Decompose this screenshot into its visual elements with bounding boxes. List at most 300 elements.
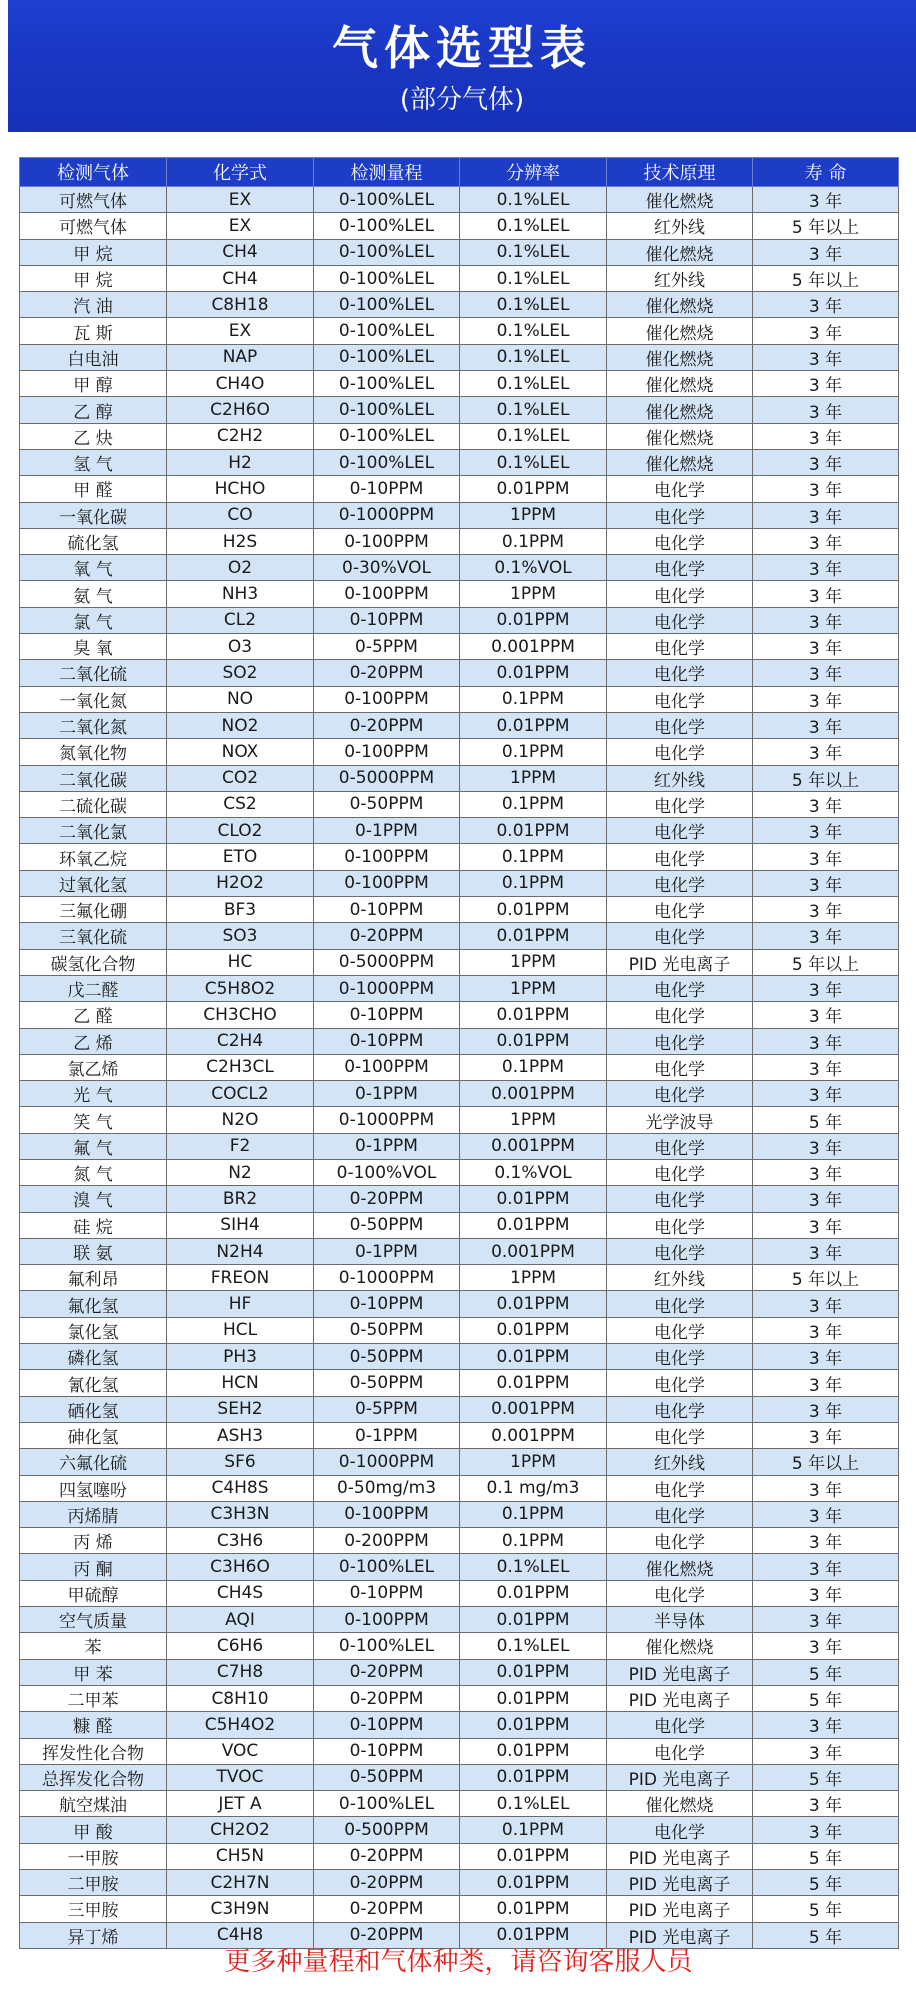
technology-cell: 电化学 bbox=[607, 1370, 753, 1396]
table-row bbox=[20, 213, 899, 239]
lifespan-cell: 3 年 bbox=[753, 476, 899, 502]
formula-cell: H2S bbox=[167, 528, 314, 554]
formula-cell: C5H4O2 bbox=[167, 1712, 314, 1738]
gas-name-cell: 磷化氢 bbox=[20, 1344, 167, 1370]
formula-cell: HCHO bbox=[167, 476, 314, 502]
gas-name-cell: 二甲胺 bbox=[20, 1870, 167, 1896]
table-row bbox=[20, 634, 899, 660]
gas-name-cell: 氟 气 bbox=[20, 1133, 167, 1159]
gas-name-cell: 苯 bbox=[20, 1633, 167, 1659]
technology-cell: PID 光电离子 bbox=[607, 1659, 753, 1685]
header-formula: 化学式 bbox=[167, 158, 314, 187]
technology-cell: 催化燃烧 bbox=[607, 1554, 753, 1580]
range-cell: 0-10PPM bbox=[314, 1580, 460, 1606]
formula-cell: SO3 bbox=[167, 923, 314, 949]
gas-name-cell: 乙 醇 bbox=[20, 397, 167, 423]
lifespan-cell: 3 年 bbox=[753, 897, 899, 923]
gas-name-cell: 环氧乙烷 bbox=[20, 844, 167, 870]
lifespan-cell: 3 年 bbox=[753, 660, 899, 686]
gas-name-cell: 可燃气体 bbox=[20, 187, 167, 213]
lifespan-cell: 3 年 bbox=[753, 1817, 899, 1843]
resolution-cell: 0.1PPM bbox=[460, 1817, 607, 1843]
range-cell: 0-10PPM bbox=[314, 1002, 460, 1028]
lifespan-cell: 3 年 bbox=[753, 923, 899, 949]
resolution-cell: 0.01PPM bbox=[460, 1764, 607, 1790]
range-cell: 0-5PPM bbox=[314, 634, 460, 660]
formula-cell: CH3CHO bbox=[167, 1002, 314, 1028]
resolution-cell: 0.1PPM bbox=[460, 870, 607, 896]
technology-cell: PID 光电离子 bbox=[607, 949, 753, 975]
range-cell: 0-100PPM bbox=[314, 686, 460, 712]
table-row bbox=[20, 1817, 899, 1843]
technology-cell: 电化学 bbox=[607, 502, 753, 528]
resolution-cell: 1PPM bbox=[460, 1449, 607, 1475]
technology-cell: 电化学 bbox=[607, 923, 753, 949]
resolution-cell: 0.01PPM bbox=[460, 712, 607, 738]
range-cell: 0-20PPM bbox=[314, 712, 460, 738]
technology-cell: 电化学 bbox=[607, 739, 753, 765]
range-cell: 0-20PPM bbox=[314, 1870, 460, 1896]
table-row bbox=[20, 712, 899, 738]
range-cell: 0-10PPM bbox=[314, 1291, 460, 1317]
technology-cell: 催化燃烧 bbox=[607, 344, 753, 370]
resolution-cell: 0.01PPM bbox=[460, 1028, 607, 1054]
table-row bbox=[20, 1159, 899, 1185]
technology-cell: 电化学 bbox=[607, 1291, 753, 1317]
formula-cell: CH4O bbox=[167, 371, 314, 397]
technology-cell: 电化学 bbox=[607, 712, 753, 738]
range-cell: 0-100%VOL bbox=[314, 1159, 460, 1185]
formula-cell: C3H3N bbox=[167, 1501, 314, 1527]
range-cell: 0-5PPM bbox=[314, 1396, 460, 1422]
table-row bbox=[20, 1607, 899, 1633]
resolution-cell: 0.001PPM bbox=[460, 1238, 607, 1264]
table-row bbox=[20, 686, 899, 712]
range-cell: 0-10PPM bbox=[314, 1712, 460, 1738]
lifespan-cell: 3 年 bbox=[753, 686, 899, 712]
table-row bbox=[20, 1291, 899, 1317]
formula-cell: O3 bbox=[167, 634, 314, 660]
table-row bbox=[20, 1028, 899, 1054]
page-subtitle: (部分气体) bbox=[399, 85, 525, 115]
formula-cell: HC bbox=[167, 949, 314, 975]
technology-cell: 电化学 bbox=[607, 1422, 753, 1448]
lifespan-cell: 3 年 bbox=[753, 607, 899, 633]
formula-cell: NAP bbox=[167, 344, 314, 370]
gas-name-cell: 六氟化硫 bbox=[20, 1449, 167, 1475]
gas-name-cell: 甲 酸 bbox=[20, 1817, 167, 1843]
resolution-cell: 0.01PPM bbox=[460, 1712, 607, 1738]
table-row bbox=[20, 555, 899, 581]
gas-selection-table-wrapper bbox=[19, 157, 898, 1949]
technology-cell: 电化学 bbox=[607, 1002, 753, 1028]
range-cell: 0-1000PPM bbox=[314, 1449, 460, 1475]
lifespan-cell: 5 年 bbox=[753, 1659, 899, 1685]
range-cell: 0-20PPM bbox=[314, 660, 460, 686]
table-body bbox=[20, 187, 899, 1949]
table-row bbox=[20, 844, 899, 870]
range-cell: 0-100%LEL bbox=[314, 1554, 460, 1580]
resolution-cell: 0.01PPM bbox=[460, 897, 607, 923]
lifespan-cell: 5 年 bbox=[753, 1107, 899, 1133]
formula-cell: C8H10 bbox=[167, 1685, 314, 1711]
gas-selection-table bbox=[19, 157, 899, 1949]
lifespan-cell: 3 年 bbox=[753, 1422, 899, 1448]
formula-cell: CH4 bbox=[167, 265, 314, 291]
technology-cell: 红外线 bbox=[607, 265, 753, 291]
title-banner bbox=[8, 0, 916, 132]
technology-cell: 电化学 bbox=[607, 1054, 753, 1080]
lifespan-cell: 3 年 bbox=[753, 1054, 899, 1080]
range-cell: 0-100PPM bbox=[314, 844, 460, 870]
table-row bbox=[20, 528, 899, 554]
range-cell: 0-5000PPM bbox=[314, 765, 460, 791]
lifespan-cell: 3 年 bbox=[753, 739, 899, 765]
table-row bbox=[20, 1896, 899, 1922]
gas-name-cell: 过氧化氢 bbox=[20, 870, 167, 896]
formula-cell: TVOC bbox=[167, 1764, 314, 1790]
range-cell: 0-1PPM bbox=[314, 818, 460, 844]
range-cell: 0-1000PPM bbox=[314, 1107, 460, 1133]
range-cell: 0-10PPM bbox=[314, 476, 460, 502]
technology-cell: 电化学 bbox=[607, 975, 753, 1001]
table-row bbox=[20, 239, 899, 265]
formula-cell: SO2 bbox=[167, 660, 314, 686]
resolution-cell: 0.1%LEL bbox=[460, 1554, 607, 1580]
lifespan-cell: 3 年 bbox=[753, 581, 899, 607]
gas-name-cell: 白电油 bbox=[20, 344, 167, 370]
gas-name-cell: 异丁烯 bbox=[20, 1922, 167, 1948]
gas-name-cell: 空气质量 bbox=[20, 1607, 167, 1633]
resolution-cell: 0.01PPM bbox=[460, 1186, 607, 1212]
lifespan-cell: 3 年 bbox=[753, 502, 899, 528]
gas-name-cell: 二氧化碳 bbox=[20, 765, 167, 791]
footer-note: 更多种量程和气体种类，请咨询客服人员 bbox=[224, 1947, 693, 1977]
resolution-cell: 0.01PPM bbox=[460, 923, 607, 949]
technology-cell: 催化燃烧 bbox=[607, 1633, 753, 1659]
formula-cell: CO2 bbox=[167, 765, 314, 791]
formula-cell: H2O2 bbox=[167, 870, 314, 896]
gas-name-cell: 糠 醛 bbox=[20, 1712, 167, 1738]
formula-cell: F2 bbox=[167, 1133, 314, 1159]
formula-cell: PH3 bbox=[167, 1344, 314, 1370]
lifespan-cell: 5 年以上 bbox=[753, 1449, 899, 1475]
formula-cell: C8H18 bbox=[167, 292, 314, 318]
lifespan-cell: 3 年 bbox=[753, 1212, 899, 1238]
technology-cell: 光学波导 bbox=[607, 1107, 753, 1133]
gas-name-cell: 瓦 斯 bbox=[20, 318, 167, 344]
technology-cell: 电化学 bbox=[607, 476, 753, 502]
formula-cell: ETO bbox=[167, 844, 314, 870]
lifespan-cell: 3 年 bbox=[753, 239, 899, 265]
technology-cell: 电化学 bbox=[607, 1186, 753, 1212]
table-row bbox=[20, 1685, 899, 1711]
technology-cell: PID 光电离子 bbox=[607, 1843, 753, 1869]
gas-name-cell: 二氧化氮 bbox=[20, 712, 167, 738]
gas-name-cell: 氟化氢 bbox=[20, 1291, 167, 1317]
formula-cell: VOC bbox=[167, 1738, 314, 1764]
resolution-cell: 0.1%LEL bbox=[460, 1633, 607, 1659]
range-cell: 0-5000PPM bbox=[314, 949, 460, 975]
gas-name-cell: 砷化氢 bbox=[20, 1422, 167, 1448]
gas-name-cell: 联 氨 bbox=[20, 1238, 167, 1264]
lifespan-cell: 3 年 bbox=[753, 844, 899, 870]
formula-cell: N2H4 bbox=[167, 1238, 314, 1264]
resolution-cell: 0.001PPM bbox=[460, 1133, 607, 1159]
lifespan-cell: 3 年 bbox=[753, 1133, 899, 1159]
technology-cell: 电化学 bbox=[607, 818, 753, 844]
table-row bbox=[20, 1501, 899, 1527]
range-cell: 0-10PPM bbox=[314, 897, 460, 923]
table-row bbox=[20, 1764, 899, 1790]
formula-cell: EX bbox=[167, 187, 314, 213]
resolution-cell: 0.01PPM bbox=[460, 1685, 607, 1711]
table-header-row bbox=[20, 158, 899, 187]
range-cell: 0-100PPM bbox=[314, 739, 460, 765]
resolution-cell: 0.1%LEL bbox=[460, 187, 607, 213]
resolution-cell: 0.01PPM bbox=[460, 1370, 607, 1396]
range-cell: 0-100%LEL bbox=[314, 239, 460, 265]
technology-cell: 电化学 bbox=[607, 1580, 753, 1606]
range-cell: 0-50PPM bbox=[314, 791, 460, 817]
table-row bbox=[20, 476, 899, 502]
resolution-cell: 0.1%LEL bbox=[460, 344, 607, 370]
formula-cell: NO2 bbox=[167, 712, 314, 738]
resolution-cell: 0.001PPM bbox=[460, 1422, 607, 1448]
technology-cell: 电化学 bbox=[607, 1133, 753, 1159]
formula-cell: CLO2 bbox=[167, 818, 314, 844]
lifespan-cell: 3 年 bbox=[753, 318, 899, 344]
table-row bbox=[20, 1528, 899, 1554]
formula-cell: N2O bbox=[167, 1107, 314, 1133]
lifespan-cell: 3 年 bbox=[753, 449, 899, 475]
range-cell: 0-10PPM bbox=[314, 1028, 460, 1054]
table-row bbox=[20, 502, 899, 528]
range-cell: 0-100%LEL bbox=[314, 1791, 460, 1817]
technology-cell: PID 光电离子 bbox=[607, 1870, 753, 1896]
table-row bbox=[20, 1186, 899, 1212]
range-cell: 0-1PPM bbox=[314, 1133, 460, 1159]
lifespan-cell: 3 年 bbox=[753, 1554, 899, 1580]
lifespan-cell: 3 年 bbox=[753, 1528, 899, 1554]
lifespan-cell: 3 年 bbox=[753, 1633, 899, 1659]
gas-name-cell: 笑 气 bbox=[20, 1107, 167, 1133]
lifespan-cell: 3 年 bbox=[753, 1291, 899, 1317]
lifespan-cell: 5 年以上 bbox=[753, 213, 899, 239]
gas-name-cell: 甲 苯 bbox=[20, 1659, 167, 1685]
technology-cell: PID 光电离子 bbox=[607, 1922, 753, 1948]
gas-name-cell: 丙 酮 bbox=[20, 1554, 167, 1580]
table-row bbox=[20, 1107, 899, 1133]
resolution-cell: 0.01PPM bbox=[460, 660, 607, 686]
table-row bbox=[20, 397, 899, 423]
resolution-cell: 0.1%LEL bbox=[460, 213, 607, 239]
range-cell: 0-1000PPM bbox=[314, 975, 460, 1001]
resolution-cell: 0.001PPM bbox=[460, 1396, 607, 1422]
lifespan-cell: 3 年 bbox=[753, 1186, 899, 1212]
formula-cell: NH3 bbox=[167, 581, 314, 607]
lifespan-cell: 5 年以上 bbox=[753, 265, 899, 291]
gas-name-cell: 氢 气 bbox=[20, 449, 167, 475]
formula-cell: CO bbox=[167, 502, 314, 528]
resolution-cell: 0.01PPM bbox=[460, 476, 607, 502]
table-row bbox=[20, 607, 899, 633]
technology-cell: 半导体 bbox=[607, 1607, 753, 1633]
resolution-cell: 0.1%LEL bbox=[460, 318, 607, 344]
gas-name-cell: 二硫化碳 bbox=[20, 791, 167, 817]
resolution-cell: 0.001PPM bbox=[460, 1081, 607, 1107]
gas-name-cell: 氰化氢 bbox=[20, 1370, 167, 1396]
technology-cell: 红外线 bbox=[607, 213, 753, 239]
gas-name-cell: 汽 油 bbox=[20, 292, 167, 318]
resolution-cell: 0.1PPM bbox=[460, 686, 607, 712]
range-cell: 0-20PPM bbox=[314, 1896, 460, 1922]
gas-name-cell: 二氧化硫 bbox=[20, 660, 167, 686]
resolution-cell: 0.1PPM bbox=[460, 528, 607, 554]
gas-name-cell: 三氟化硼 bbox=[20, 897, 167, 923]
technology-cell: 电化学 bbox=[607, 897, 753, 923]
lifespan-cell: 3 年 bbox=[753, 344, 899, 370]
range-cell: 0-100PPM bbox=[314, 581, 460, 607]
gas-name-cell: 氧 气 bbox=[20, 555, 167, 581]
table-row bbox=[20, 1712, 899, 1738]
table-row bbox=[20, 975, 899, 1001]
gas-name-cell: 氨 气 bbox=[20, 581, 167, 607]
lifespan-cell: 3 年 bbox=[753, 1370, 899, 1396]
table-row bbox=[20, 1422, 899, 1448]
gas-name-cell: 氯化氢 bbox=[20, 1317, 167, 1343]
technology-cell: 电化学 bbox=[607, 555, 753, 581]
resolution-cell: 0.1%LEL bbox=[460, 1791, 607, 1817]
gas-name-cell: 硅 烷 bbox=[20, 1212, 167, 1238]
header-technology: 技术原理 bbox=[607, 158, 753, 187]
range-cell: 0-50PPM bbox=[314, 1344, 460, 1370]
formula-cell: H2 bbox=[167, 449, 314, 475]
range-cell: 0-100PPM bbox=[314, 1054, 460, 1080]
formula-cell: AQI bbox=[167, 1607, 314, 1633]
formula-cell: BF3 bbox=[167, 897, 314, 923]
resolution-cell: 0.1PPM bbox=[460, 739, 607, 765]
formula-cell: O2 bbox=[167, 555, 314, 581]
page-title: 气体选型表 bbox=[332, 21, 592, 75]
gas-name-cell: 甲 醇 bbox=[20, 371, 167, 397]
table-row bbox=[20, 818, 899, 844]
technology-cell: PID 光电离子 bbox=[607, 1685, 753, 1711]
header-lifespan: 寿 命 bbox=[753, 158, 899, 187]
resolution-cell: 0.01PPM bbox=[460, 1870, 607, 1896]
lifespan-cell: 3 年 bbox=[753, 1475, 899, 1501]
table-row bbox=[20, 1449, 899, 1475]
lifespan-cell: 3 年 bbox=[753, 528, 899, 554]
range-cell: 0-1PPM bbox=[314, 1238, 460, 1264]
technology-cell: 电化学 bbox=[607, 1159, 753, 1185]
technology-cell: 催化燃烧 bbox=[607, 239, 753, 265]
resolution-cell: 0.01PPM bbox=[460, 1212, 607, 1238]
resolution-cell: 1PPM bbox=[460, 765, 607, 791]
lifespan-cell: 3 年 bbox=[753, 1791, 899, 1817]
lifespan-cell: 3 年 bbox=[753, 1396, 899, 1422]
lifespan-cell: 3 年 bbox=[753, 1159, 899, 1185]
technology-cell: 催化燃烧 bbox=[607, 1791, 753, 1817]
formula-cell: CH2O2 bbox=[167, 1817, 314, 1843]
technology-cell: 催化燃烧 bbox=[607, 449, 753, 475]
lifespan-cell: 3 年 bbox=[753, 1081, 899, 1107]
resolution-cell: 1PPM bbox=[460, 502, 607, 528]
formula-cell: NOX bbox=[167, 739, 314, 765]
formula-cell: C4H8 bbox=[167, 1922, 314, 1948]
formula-cell: CL2 bbox=[167, 607, 314, 633]
gas-name-cell: 甲硫醇 bbox=[20, 1580, 167, 1606]
range-cell: 0-20PPM bbox=[314, 1922, 460, 1948]
resolution-cell: 0.01PPM bbox=[460, 1607, 607, 1633]
resolution-cell: 1PPM bbox=[460, 1265, 607, 1291]
lifespan-cell: 5 年 bbox=[753, 1843, 899, 1869]
range-cell: 0-500PPM bbox=[314, 1817, 460, 1843]
range-cell: 0-50PPM bbox=[314, 1317, 460, 1343]
resolution-cell: 1PPM bbox=[460, 949, 607, 975]
lifespan-cell: 5 年以上 bbox=[753, 949, 899, 975]
table-row bbox=[20, 292, 899, 318]
gas-name-cell: 硒化氢 bbox=[20, 1396, 167, 1422]
formula-cell: ASH3 bbox=[167, 1422, 314, 1448]
resolution-cell: 0.01PPM bbox=[460, 1291, 607, 1317]
lifespan-cell: 5 年以上 bbox=[753, 765, 899, 791]
technology-cell: 电化学 bbox=[607, 634, 753, 660]
resolution-cell: 0.1%LEL bbox=[460, 371, 607, 397]
range-cell: 0-100%LEL bbox=[314, 292, 460, 318]
gas-name-cell: 挥发性化合物 bbox=[20, 1738, 167, 1764]
formula-cell: HCL bbox=[167, 1317, 314, 1343]
technology-cell: 电化学 bbox=[607, 528, 753, 554]
lifespan-cell: 5 年 bbox=[753, 1870, 899, 1896]
formula-cell: BR2 bbox=[167, 1186, 314, 1212]
table-row bbox=[20, 1081, 899, 1107]
technology-cell: 电化学 bbox=[607, 870, 753, 896]
formula-cell: C2H4 bbox=[167, 1028, 314, 1054]
gas-name-cell: 可燃气体 bbox=[20, 213, 167, 239]
formula-cell: C2H7N bbox=[167, 1870, 314, 1896]
range-cell: 0-30%VOL bbox=[314, 555, 460, 581]
resolution-cell: 1PPM bbox=[460, 581, 607, 607]
resolution-cell: 0.1%LEL bbox=[460, 423, 607, 449]
resolution-cell: 0.1%LEL bbox=[460, 397, 607, 423]
formula-cell: CS2 bbox=[167, 791, 314, 817]
range-cell: 0-1PPM bbox=[314, 1422, 460, 1448]
technology-cell: 红外线 bbox=[607, 1265, 753, 1291]
range-cell: 0-20PPM bbox=[314, 1685, 460, 1711]
technology-cell: 电化学 bbox=[607, 1238, 753, 1264]
lifespan-cell: 3 年 bbox=[753, 187, 899, 213]
lifespan-cell: 3 年 bbox=[753, 292, 899, 318]
formula-cell: C7H8 bbox=[167, 1659, 314, 1685]
resolution-cell: 1PPM bbox=[460, 1107, 607, 1133]
range-cell: 0-50PPM bbox=[314, 1764, 460, 1790]
technology-cell: 电化学 bbox=[607, 1712, 753, 1738]
formula-cell: C3H6 bbox=[167, 1528, 314, 1554]
resolution-cell: 0.01PPM bbox=[460, 1659, 607, 1685]
range-cell: 0-100PPM bbox=[314, 528, 460, 554]
table-row bbox=[20, 581, 899, 607]
lifespan-cell: 5 年 bbox=[753, 1685, 899, 1711]
range-cell: 0-100%LEL bbox=[314, 265, 460, 291]
gas-name-cell: 氟利昂 bbox=[20, 1265, 167, 1291]
lifespan-cell: 3 年 bbox=[753, 1607, 899, 1633]
technology-cell: 电化学 bbox=[607, 1317, 753, 1343]
technology-cell: 电化学 bbox=[607, 1028, 753, 1054]
table-row bbox=[20, 660, 899, 686]
resolution-cell: 0.1PPM bbox=[460, 1054, 607, 1080]
technology-cell: 电化学 bbox=[607, 660, 753, 686]
